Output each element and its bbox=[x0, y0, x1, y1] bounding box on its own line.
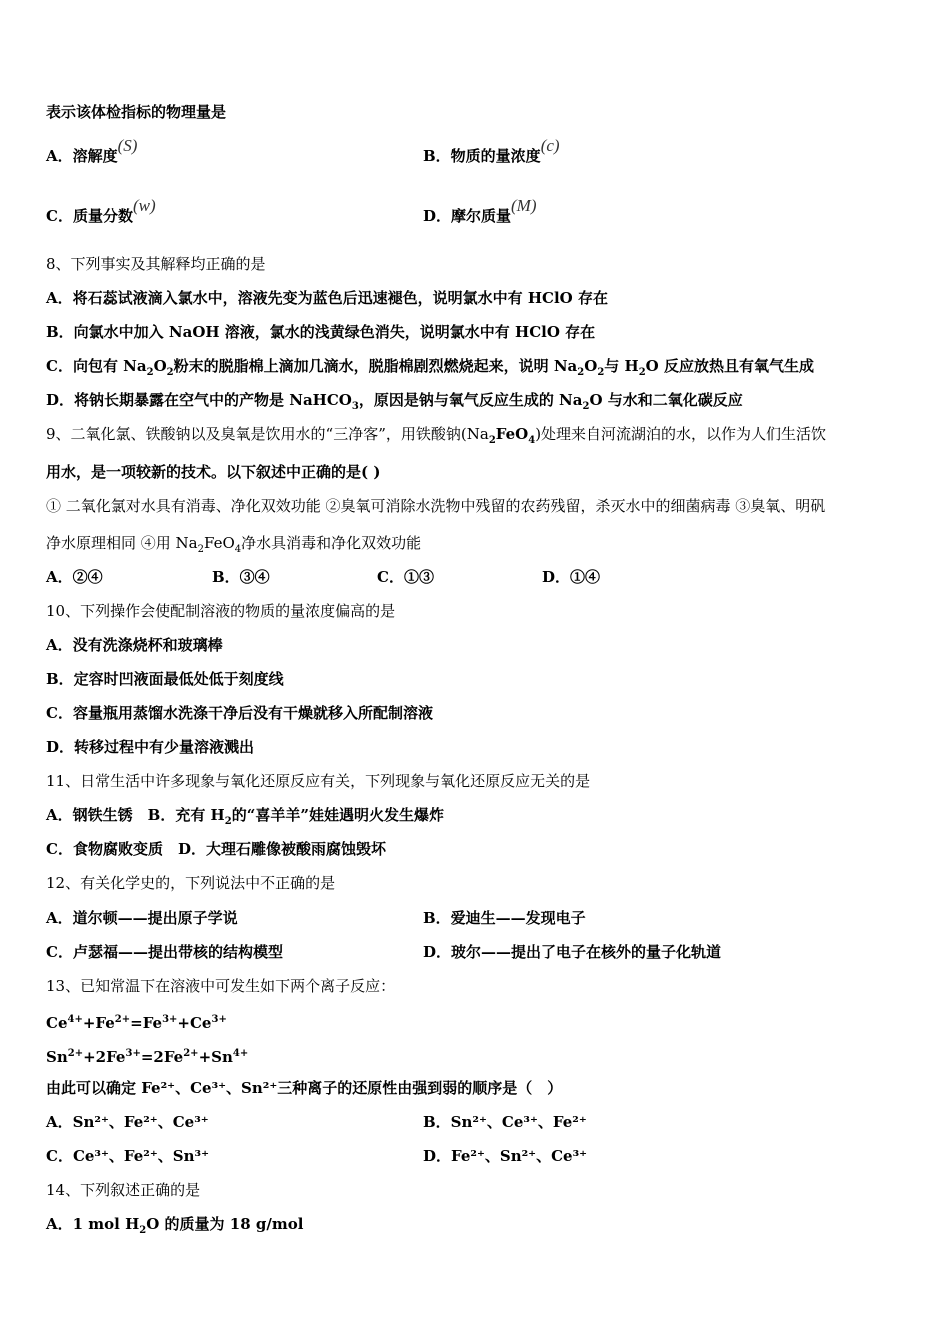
q7-option-d-wrap bbox=[423, 196, 537, 226]
q8-stem: 8、下列事实及其解释均正确的是 bbox=[46, 255, 266, 273]
q13-equation-1: $Ce^{4+}+Fe^{2+}=Fe^{3+}+Ce^{3+}$ bbox=[46, 1014, 227, 1032]
q7-option-b-symbol: (c) bbox=[540, 136, 560, 155]
q7-option-b-wrap bbox=[423, 136, 560, 166]
q9-statements-line1: ① 二氧化氯对水具有消毒、净化双效功能 ②臭氧可消除水洗物中残留的农药残留，杀灭水中的细菌病毒 ③臭氧、明矾 bbox=[46, 497, 826, 515]
q7-option-c: C．质量分数 bbox=[46, 207, 133, 225]
q7-option-d: D．摩尔质量 bbox=[423, 207, 512, 225]
q9-options bbox=[46, 567, 601, 587]
q11-stem: 11、日常生活中许多现象与氧化还原反应有关，下列现象与氧化还原反应无关的是 bbox=[46, 772, 591, 790]
q7-option-a: A．溶解度 bbox=[46, 147, 118, 165]
q8-option-c: C．向包有 $Na_2O_2$粉末的脱脂棉上滴加几滴水，脱脂棉剧烈燃烧起来，说明 $Na_2O_2$与 $H_2O$ 反应放热且有氧气生成 bbox=[46, 357, 814, 378]
q13-option-b: B．Sn²⁺、Ce³⁺、Fe²⁺ bbox=[423, 1113, 587, 1131]
q7-option-c-symbol: (w) bbox=[132, 196, 156, 215]
q9-option-c: C．①③ bbox=[377, 568, 434, 586]
q13-option-a: A．Sn²⁺、Fe²⁺、Ce³⁺ bbox=[46, 1113, 209, 1131]
q8-option-d: D．将钠长期暴露在空气中的产物是 NaHCO$_3$，原因是钠与氧气反应生成的 $Na_2O$ 与水和二氧化碳反应 bbox=[46, 391, 743, 412]
q10-option-a: A．没有洗涤烧杯和玻璃棒 bbox=[46, 636, 223, 654]
q13-equation-2: $Sn^{2+}+2Fe^{3+}=2Fe^{2+}+Sn^{4+}$ bbox=[46, 1048, 249, 1066]
q13-question: 由此可以确定 Fe²⁺、Ce³⁺、Sn²⁺三种离子的还原性由强到弱的顺序是（ ） bbox=[46, 1079, 563, 1097]
q12-options-row1 bbox=[46, 908, 586, 928]
q12-stem: 12、有关化学史的，下列说法中不正确的是 bbox=[46, 874, 336, 892]
q9-stem-line2: 用水，是一项较新的技术。以下叙述中正确的是( ) bbox=[46, 463, 381, 481]
q11-options-cd: C．食物腐败变质 D．大理石雕像被酸雨腐蚀毁坏 bbox=[46, 840, 386, 858]
q10-option-d: D．转移过程中有少量溶液溅出 bbox=[46, 738, 255, 756]
q12-option-d: D．玻尔——提出了电子在核外的量子化轨道 bbox=[423, 943, 722, 961]
q14-option-a: A．1 mol $H_2O$ 的质量为 18 g/mol bbox=[46, 1215, 304, 1236]
q12-option-a: A．道尔顿——提出原子学说 bbox=[46, 909, 238, 927]
q7-option-a-symbol: (S) bbox=[117, 136, 138, 155]
q7-options-row1 bbox=[46, 136, 560, 166]
q12-options-row2 bbox=[46, 942, 722, 962]
q14-stem: 14、下列叙述正确的是 bbox=[46, 1181, 201, 1199]
q10-stem: 10、下列操作会使配制溶液的物质的量浓度偏高的是 bbox=[46, 602, 396, 620]
q9-statements-line2: 净水原理相同 ④用 $Na_2FeO_4$净水具消毒和净化双效功能 bbox=[46, 534, 422, 555]
q9-option-b: B．③④ bbox=[212, 568, 270, 586]
q13-options-row1 bbox=[46, 1112, 587, 1132]
q10-option-b: B．定容时凹液面最低处低于刻度线 bbox=[46, 670, 284, 688]
q12-option-b: B．爱迪生——发现电子 bbox=[423, 909, 586, 927]
q10-option-c: C．容量瓶用蒸馏水洗涤干净后没有干燥就移入所配制溶液 bbox=[46, 704, 433, 722]
q13-option-d: D．Fe²⁺、Sn²⁺、Ce³⁺ bbox=[423, 1147, 588, 1165]
q9-stem-line1: 9、二氧化氯、铁酸钠以及臭氧是饮用水的“三净客”，用铁酸钠$(Na_2FeO_4)$处理来自河流湖泊的水，以作为人们生活饮 bbox=[46, 425, 827, 446]
q11-options-ab: A．钢铁生锈 B．充有 $H_2$的“喜羊羊”娃娃遇明火发生爆炸 bbox=[46, 806, 444, 827]
q7-stem: 表示该体检指标的物理量是 bbox=[46, 103, 227, 121]
q13-stem: 13、已知常温下在溶液中可发生如下两个离子反应： bbox=[46, 977, 396, 995]
q7-option-b: B．物质的量浓度 bbox=[423, 147, 541, 165]
q7-options-row2 bbox=[46, 196, 537, 226]
q8-option-a: A．将石蕊试液滴入氯水中，溶液先变为蓝色后迅速褪色，说明氯水中有 HClO 存在 bbox=[46, 289, 608, 307]
q7-option-d-symbol: (M) bbox=[511, 196, 537, 215]
q9-option-a: A．②④ bbox=[46, 568, 103, 586]
q8-option-b: B．向氯水中加入 NaOH 溶液，氯水的浅黄绿色消失，说明氯水中有 HClO 存在 bbox=[46, 323, 596, 341]
q12-option-c: C．卢瑟福——提出带核的结构模型 bbox=[46, 943, 283, 961]
q9-option-d: D．①④ bbox=[542, 568, 601, 586]
q13-option-c: C．Ce³⁺、Fe²⁺、Sn³⁺ bbox=[46, 1147, 209, 1165]
q13-options-row2 bbox=[46, 1146, 588, 1166]
